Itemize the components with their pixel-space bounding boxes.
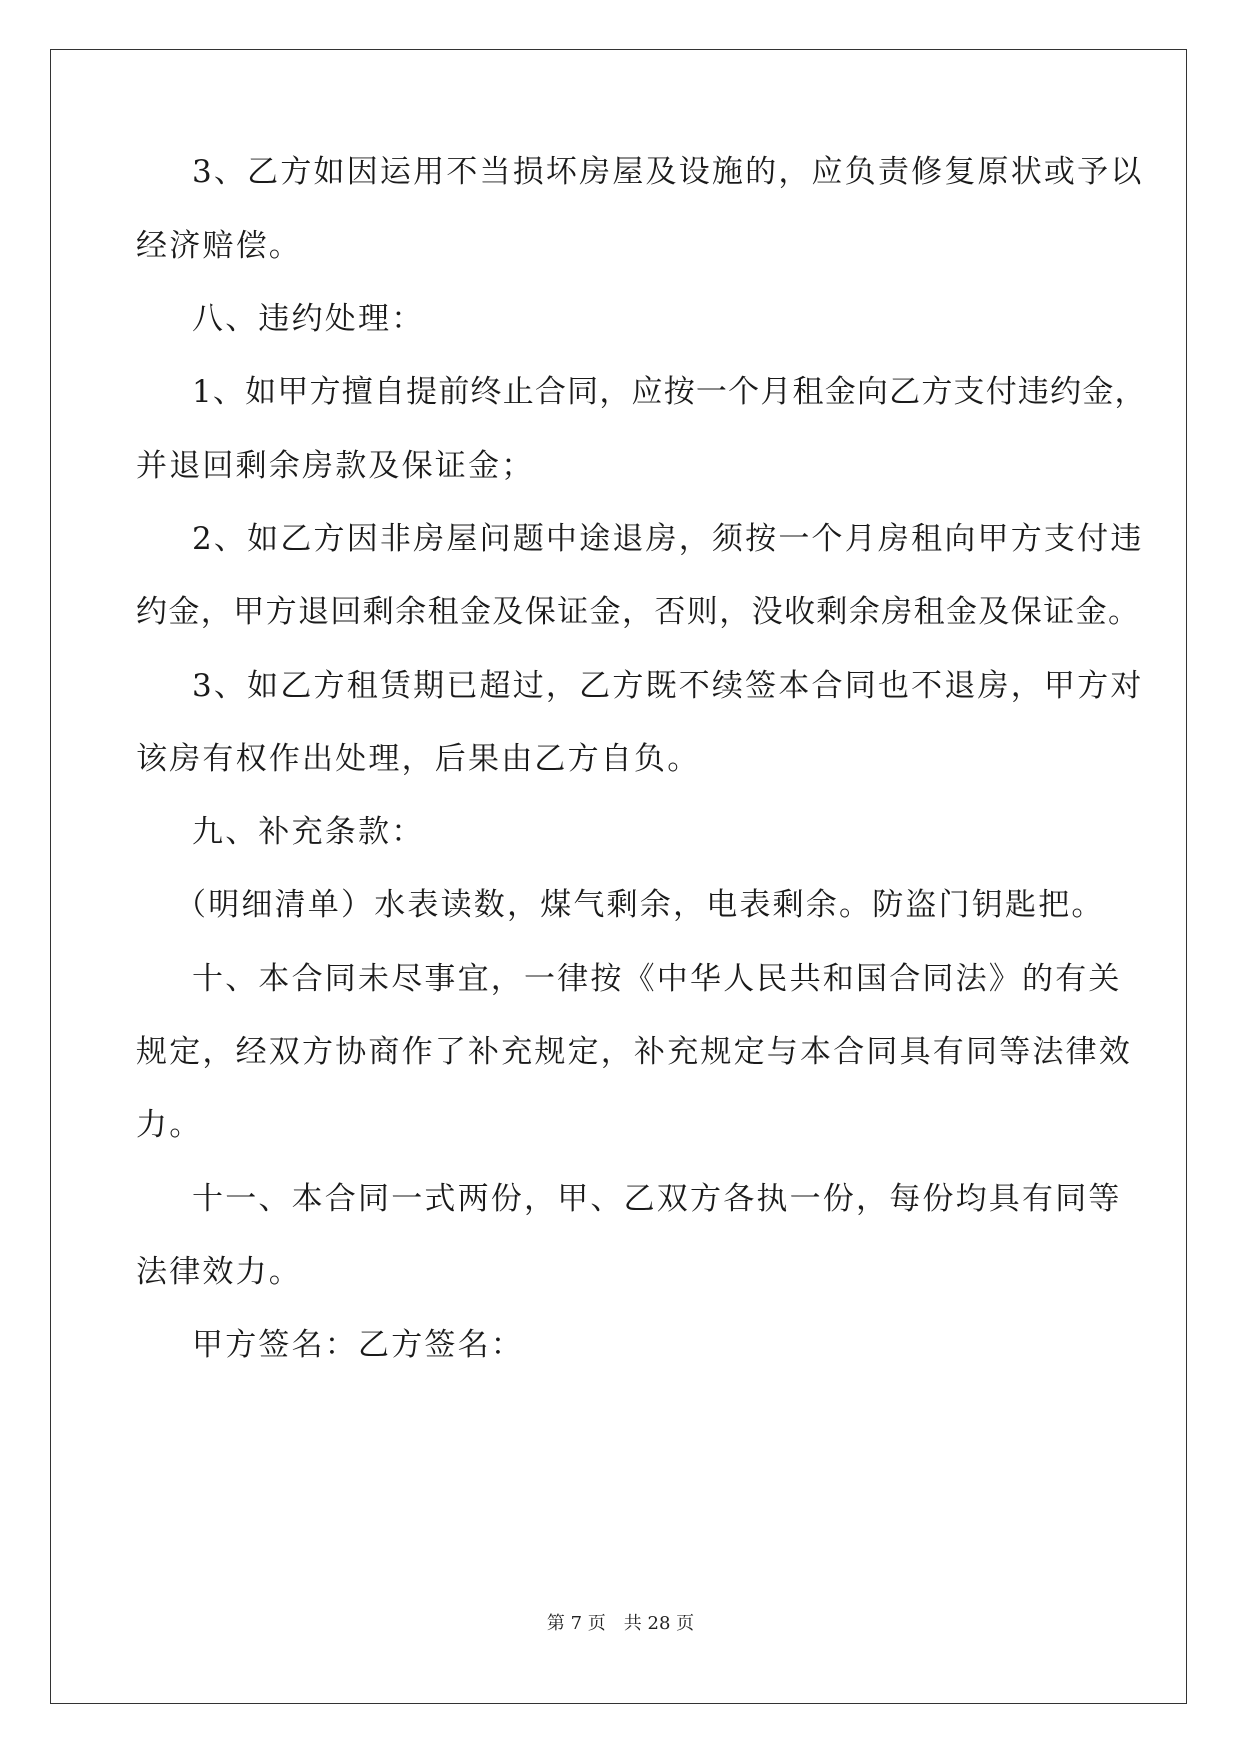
- page-border: [50, 49, 1187, 1704]
- section-heading: 九、补充条款：: [192, 814, 425, 850]
- paragraph-line: 该房有权作出处理，后果由乙方自负。: [136, 741, 701, 777]
- section-heading: 八、违约处理：: [192, 301, 425, 337]
- paragraph-line: 2、如乙方因非房屋问题中途退房，须按一个月房租向甲方支付违: [192, 521, 1144, 557]
- paragraph-line: 法律效力。: [136, 1254, 302, 1290]
- paragraph-line: 规定，经双方协商作了补充规定，补充规定与本合同具有同等法律效: [136, 1034, 1132, 1070]
- paragraph-line: 1、如甲方擅自提前终止合同，应按一个月租金向乙方支付违约金，: [192, 374, 1147, 410]
- paragraph-line: 力。: [136, 1107, 203, 1143]
- paragraph-line: 十一、本合同一式两份，甲、乙双方各执一份，每份均具有同等: [192, 1181, 1122, 1217]
- paragraph-line: 并退回剩余房款及保证金；: [136, 448, 535, 484]
- page-footer: [0, 1609, 1241, 1635]
- page-number: 第 7 页: [546, 1613, 606, 1634]
- paragraph-line: 3、乙方如因运用不当损坏房屋及设施的，应负责修复原状或予以: [192, 154, 1144, 190]
- paragraph-line: 经济赔偿。: [136, 228, 302, 264]
- paragraph-line: 约金，甲方退回剩余租金及保证金，否则，没收剩余房租金及保证金。: [136, 594, 1141, 630]
- page-total: 共 28 页: [623, 1613, 695, 1634]
- paragraph-line: 十、本合同未尽事宜，一律按《中华人民共和国合同法》的有关: [192, 961, 1122, 997]
- paragraph-line: （明细清单）水表读数，煤气剩余，电表剩余。防盗门钥匙把。: [175, 887, 1105, 923]
- signature-line: 甲方签名：乙方签名：: [192, 1327, 524, 1363]
- paragraph-line: 3、如乙方租赁期已超过，乙方既不续签本合同也不退房，甲方对: [192, 668, 1144, 704]
